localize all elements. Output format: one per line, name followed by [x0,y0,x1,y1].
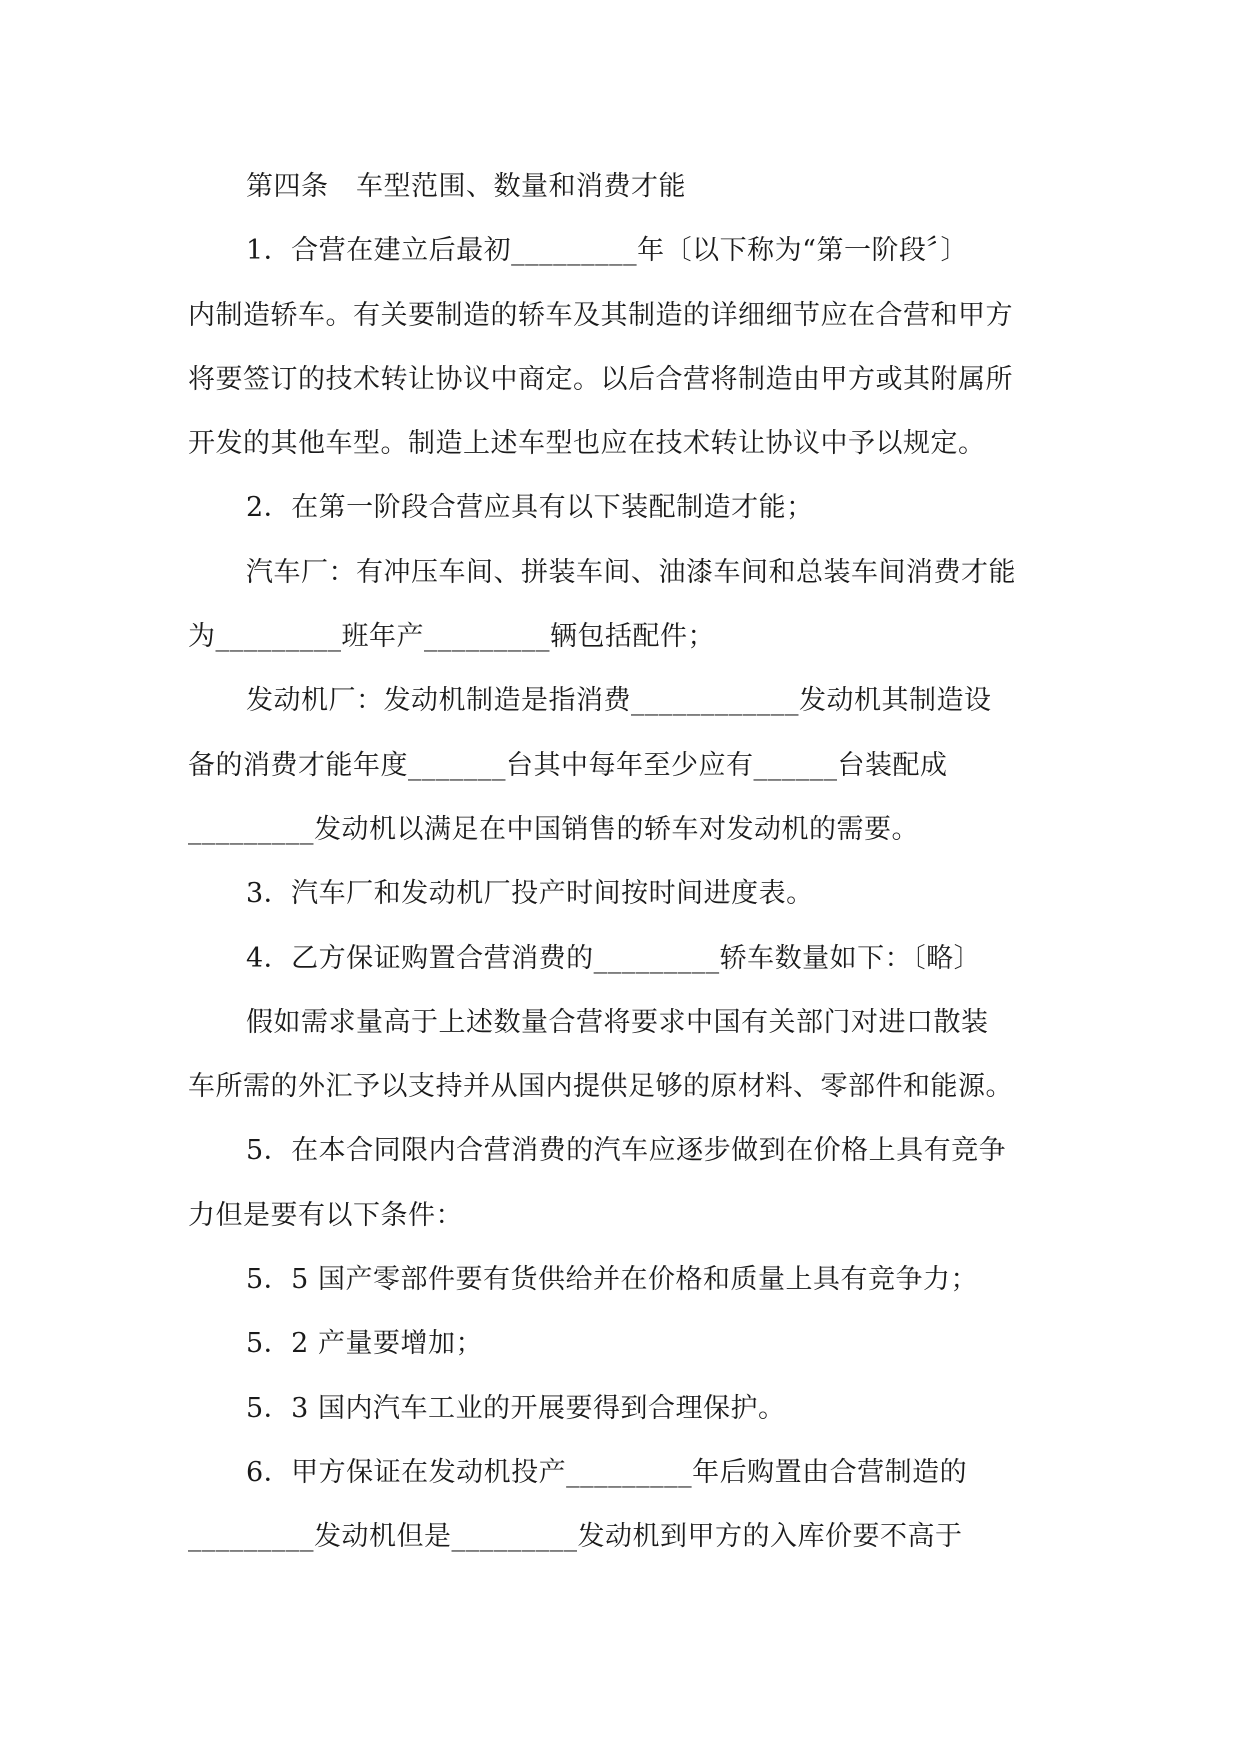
text-line: 假如需求量高于上述数量合营将要求中国有关部门对进口散装 [246,1006,989,1038]
text-line: 备的消费才能年度_______台其中每年至少应有______台装配成 [188,749,948,781]
text-line: 内制造轿车。有关要制造的轿车及其制造的详细细节应在合营和甲方 [188,299,1013,331]
text-line: 发动机厂：发动机制造是指消费____________发动机其制造设 [246,685,992,717]
text-line: 5．2 产量要增加； [246,1328,483,1360]
text-line: 6．甲方保证在发动机投产_________年后购置由合营制造的 [246,1456,968,1488]
text-line: 3．汽车厂和发动机厂投产时间按时间进度表。 [246,878,814,910]
text-line: 4．乙方保证购置合营消费的_________轿车数量如下：〔略〕 [246,942,982,974]
text-line: 力但是要有以下条件： [188,1199,463,1231]
text-line: 5．5 国产零部件要有货供给并在价格和质量上具有竞争力； [246,1264,978,1296]
text-line: 汽车厂：有冲压车间、拼装车间、油漆车间和总装车间消费才能 [246,556,1016,588]
text-line: 2．在第一阶段合营应具有以下装配制造才能； [246,492,814,524]
text-line: 为_________班年产_________辆包括配件； [188,621,715,653]
text-line: 开发的其他车型。制造上述车型也应在技术转让协议中予以规定。 [188,428,986,460]
text-line: 5．在本合同限内合营消费的汽车应逐步做到在价格上具有竞争 [246,1135,1007,1167]
text-line: 将要签订的技术转让协议中商定。以后合营将制造由甲方或其附属所 [188,363,1013,395]
text-line: _________发动机但是_________发动机到甲方的入库价要不高于 [188,1521,963,1553]
text-line: _________发动机以满足在中国销售的轿车对发动机的需要。 [188,813,919,845]
text-line: 1．合营在建立后最初_________年〔以下称为“第一阶段〞〕 [246,235,968,267]
text-line: 车所需的外汇予以支持并从国内提供足够的原材料、零部件和能源。 [188,1071,1013,1103]
article-heading: 第四条 车型范围、数量和消费才能 [246,171,686,202]
document-body [188,155,1068,1570]
text-line: 5．3 国内汽车工业的开展要得到合理保护。 [246,1392,786,1424]
